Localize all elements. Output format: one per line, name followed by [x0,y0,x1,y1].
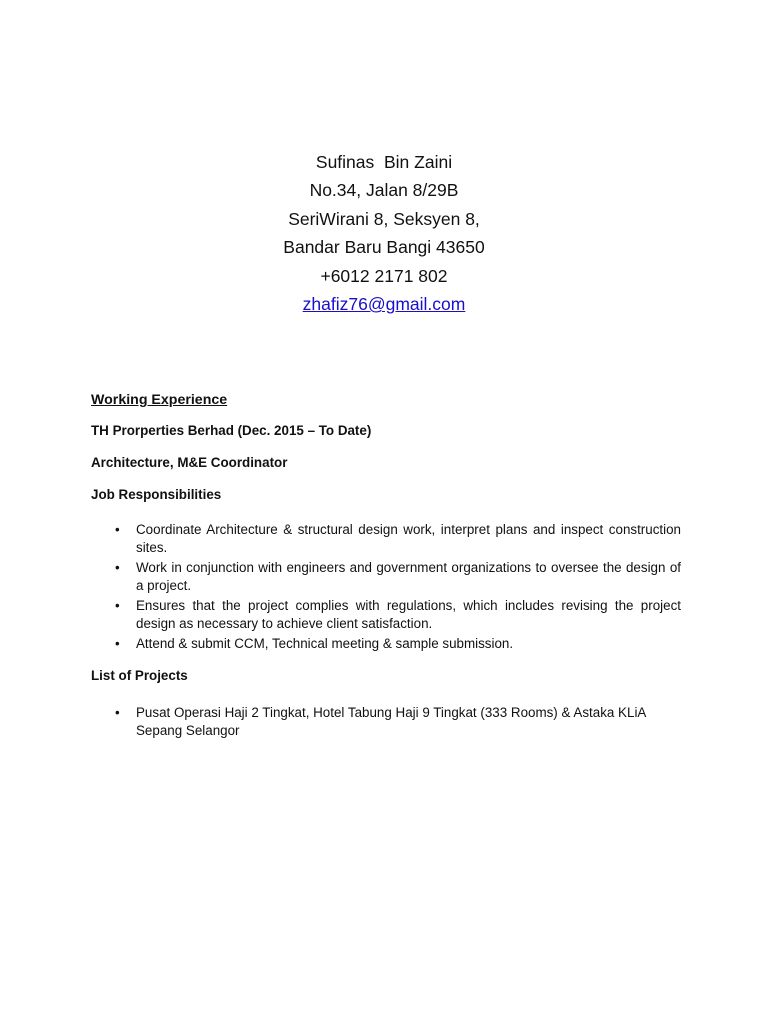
list-item [91,559,681,595]
experience-section [91,386,681,742]
project-text: Pusat Operasi Haji 2 Tingkat, Hotel Tabung Haji 9 Tingkat (333 Rooms) & Astaka KLiA Sepang Selangor [136,705,646,738]
projects-title: List of Projects [91,668,188,683]
projects-list [91,704,681,740]
responsibilities-list [91,521,681,653]
list-item [91,635,681,653]
address-line-2: SeriWirani 8, Seksyen 8, [288,208,480,229]
address-line-1: No.34, Jalan 8/29B [309,180,459,201]
list-item [91,521,681,557]
address-line-3: Bandar Baru Bangi 43650 [283,237,485,258]
bullet-icon: • [115,705,120,720]
company-line: TH Prorperties Berhad (Dec. 2015 – To Date) [91,423,372,438]
section-title-working-experience: Working Experience [91,392,228,408]
responsibility-text: Ensures that the project complies with regulations, which includes revising the project design as necessary to achieve client satisfaction. [136,598,681,631]
applicant-name: Sufinas Bin Zaini [315,152,453,172]
contact-header [0,148,768,318]
bullet-icon: • [115,598,120,613]
list-item [91,597,681,633]
responsibility-text: Coordinate Architecture & structural design work, interpret plans and inspect construction sites. [136,522,681,555]
email-link[interactable]: zhafiz76@gmail.com [302,294,466,315]
responsibility-text: Work in conjunction with engineers and government organizations to oversee the design of a project. [136,560,681,593]
bullet-icon: • [115,560,120,575]
phone-number: +6012 2171 802 [320,265,448,286]
list-item [91,704,681,740]
bullet-icon: • [115,522,120,537]
bullet-icon: • [115,636,120,651]
responsibilities-title: Job Responsibilities [91,487,222,502]
position-line: Architecture, M&E Coordinator [91,455,288,470]
responsibility-text: Attend & submit CCM, Technical meeting & sample submission. [136,636,514,651]
